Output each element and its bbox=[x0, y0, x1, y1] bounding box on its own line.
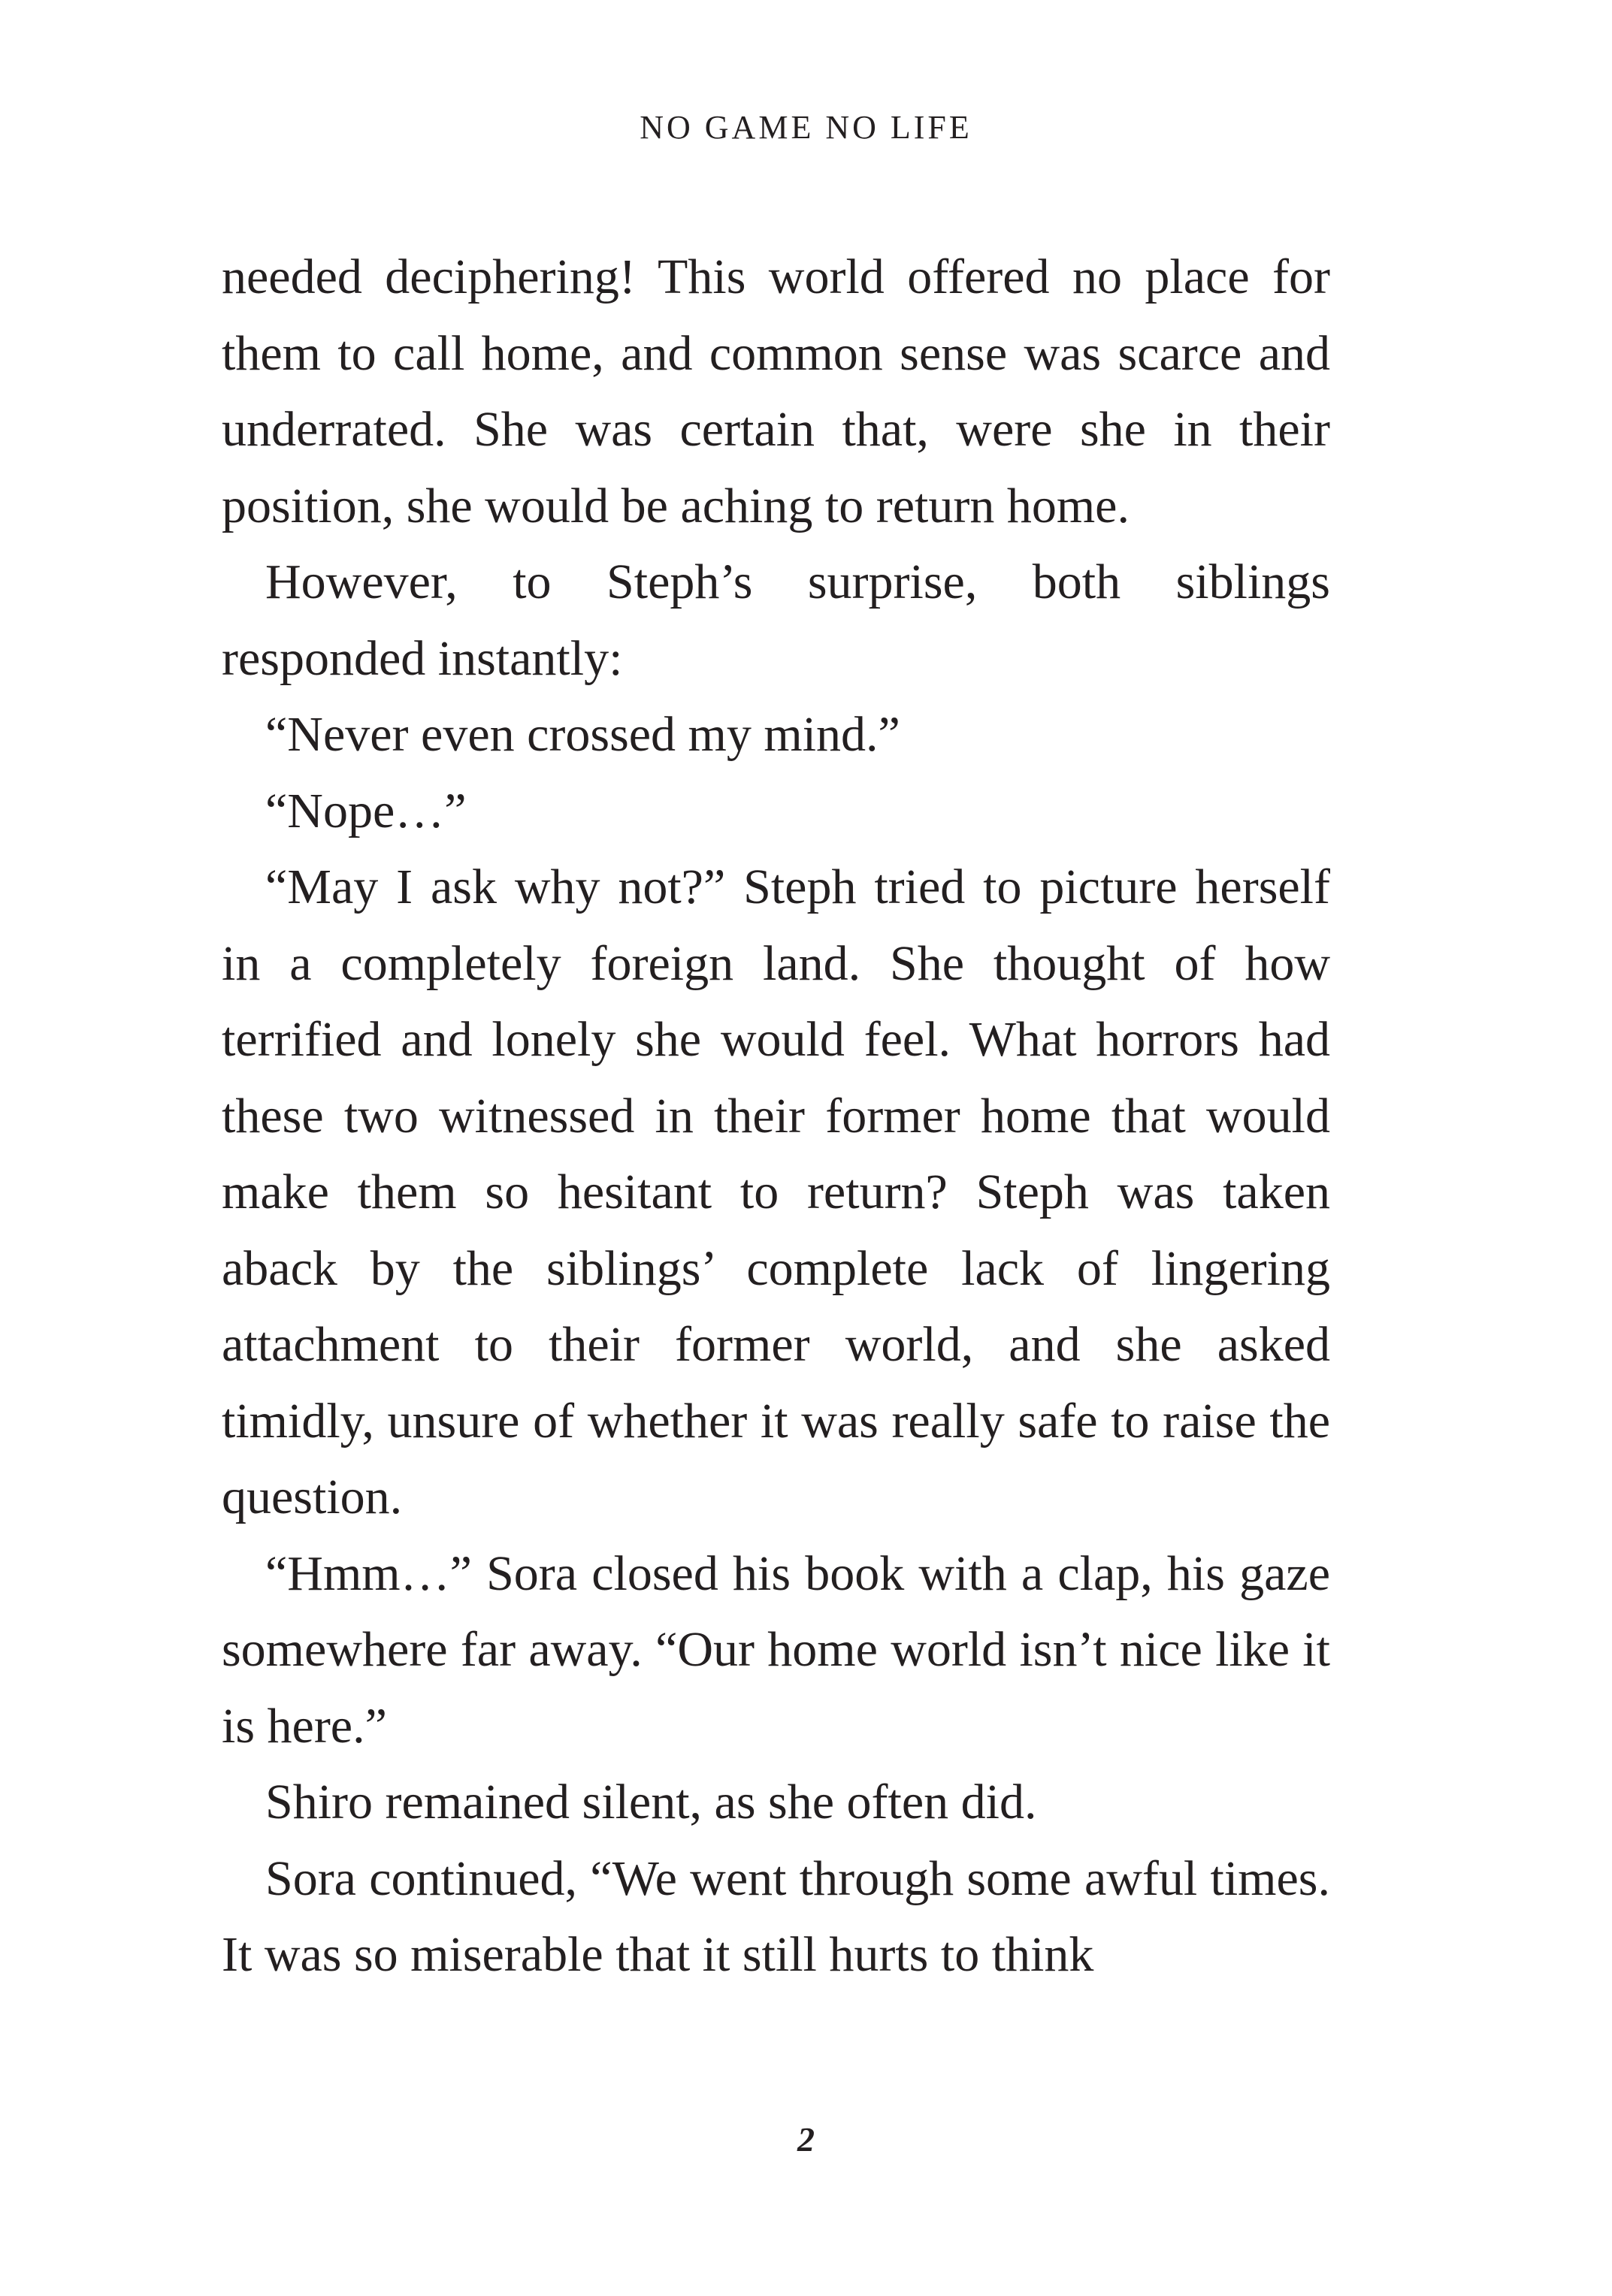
paragraph: “Never even crossed my mind.” bbox=[265, 707, 900, 762]
paragraph: needed deciphering! This world offered no place for them to call home, and common sense was scarce and underrated. She was certain that, were she in their position, she would be aching to return home. bbox=[222, 249, 1330, 533]
paragraph: However, to Steph’s surprise, both siblings responded instantly: bbox=[222, 554, 1330, 686]
page-number: 2 bbox=[797, 2120, 815, 2159]
running-head-title: NO GAME NO LIFE bbox=[640, 109, 972, 146]
paragraph: “Hmm…” Sora closed his book with a clap, his gaze somewhere far away. “Our home world isn’t nice like it is here.” bbox=[222, 1545, 1330, 1754]
paragraph: “Nope…” bbox=[265, 783, 467, 838]
paragraph: Sora continued, “We went through some awful times. It was so miserable that it still hurts to think bbox=[222, 1850, 1330, 1982]
paragraph: Shiro remained silent, as she often did. bbox=[265, 1775, 1037, 1829]
paragraph: “May I ask why not?” Steph tried to picture herself in a completely foreign land. She thought of how terrified and lonely she would feel. What horrors had these two witnessed in their former home that would make them so hesitant to return? Steph was taken aback by the siblings’ complete lack of lingering attachment to their former world, and she asked timidly, unsure of whether it was really safe to raise the question. bbox=[222, 859, 1330, 1524]
page-body-text bbox=[222, 239, 1330, 1993]
